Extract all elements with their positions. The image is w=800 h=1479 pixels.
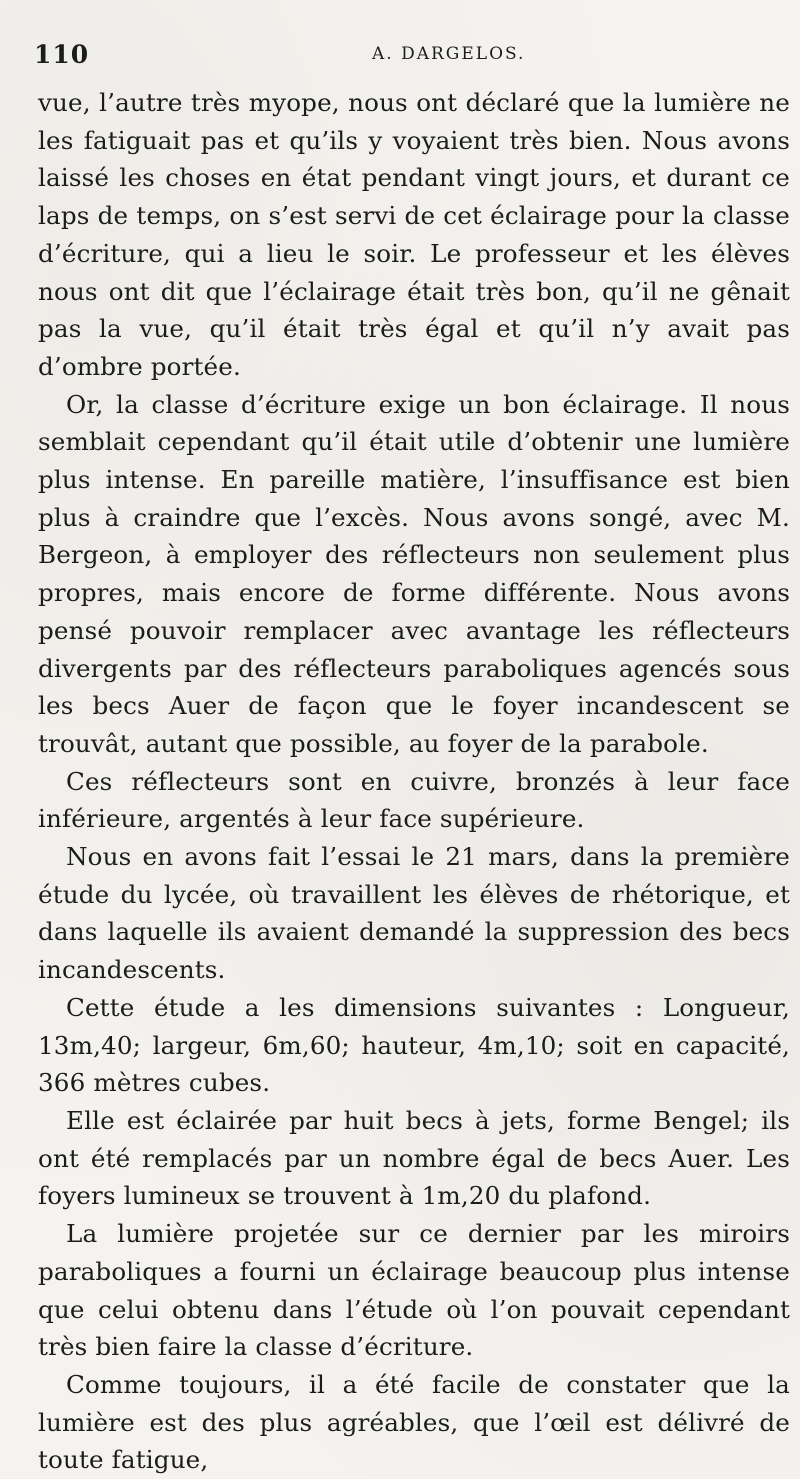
- paragraph: Nous en avons fait l’essai le 21 mars, dans la première étude du lycée, où travaillent les élèves de rhétorique, et dans laquelle ils avaient demandé la suppression des becs incandescents.: [38, 842, 790, 985]
- paragraph-continued: vue, l’autre très myope, nous ont déclaré que la lumière ne les fatiguait pas et qu’ils y voyaient très bien. Nous avons laissé les choses en état pendant vingt jours, et durant ce laps de temps, on s’est servi de cet éclairage pour la classe d’écriture, qui a lieu le soir. Le professeur et les élèves nous ont dit que l’éclairage était très bon, qu’il ne gênait pas la vue, qu’il était très égal et qu’il n’y avait pas d’ombre portée.: [38, 88, 790, 381]
- paragraph: Ces réflecteurs sont en cuivre, bronzés à leur face inférieure, argentés à leur face supérieure.: [38, 766, 790, 834]
- paragraph: Or, la classe d’écriture exige un bon éclairage. Il nous semblait cependant qu’il était utile d’obtenir une lumière plus intense. En pareille matière, l’insuffisance est bien plus à craindre que l’excès. Nous avons songé, avec M. Bergeon, à employer des réflecteurs non seulement plus propres, mais encore de forme différente. Nous avons pensé pouvoir remplacer avec avantage les réflecteurs divergents par des réflecteurs paraboliques agencés sous les becs Auer de façon que le foyer incandescent se trouvât, autant que possible, au foyer de la parabole.: [38, 389, 790, 758]
- page-number: 110: [34, 40, 90, 69]
- body-text: [38, 84, 790, 1479]
- paragraph: Cette étude a les dimensions suivantes : Longueur, 13m,40; largeur, 6m,60; hauteur, 4m,10; soit en capacité, 366 mètres cubes.: [38, 992, 790, 1098]
- paragraph: Elle est éclairée par huit becs à jets, forme Bengel; ils ont été remplacés par un nombre égal de becs Auer. Les foyers lumineux se trouvent à 1m,20 du plafond.: [38, 1105, 790, 1211]
- page-header: [34, 36, 770, 76]
- running-head: A. DARGELOS.: [372, 44, 526, 64]
- paragraph: Comme toujours, il a été facile de constater que la lumière est des plus agréables, que l’œil est délivré de toute fatigue,: [38, 1369, 790, 1475]
- paragraph: La lumière projetée sur ce dernier par les miroirs paraboliques a fourni un éclairage beaucoup plus intense que celui obtenu dans l’étude où l’on pouvait cependant très bien faire la classe d’écriture.: [38, 1219, 790, 1362]
